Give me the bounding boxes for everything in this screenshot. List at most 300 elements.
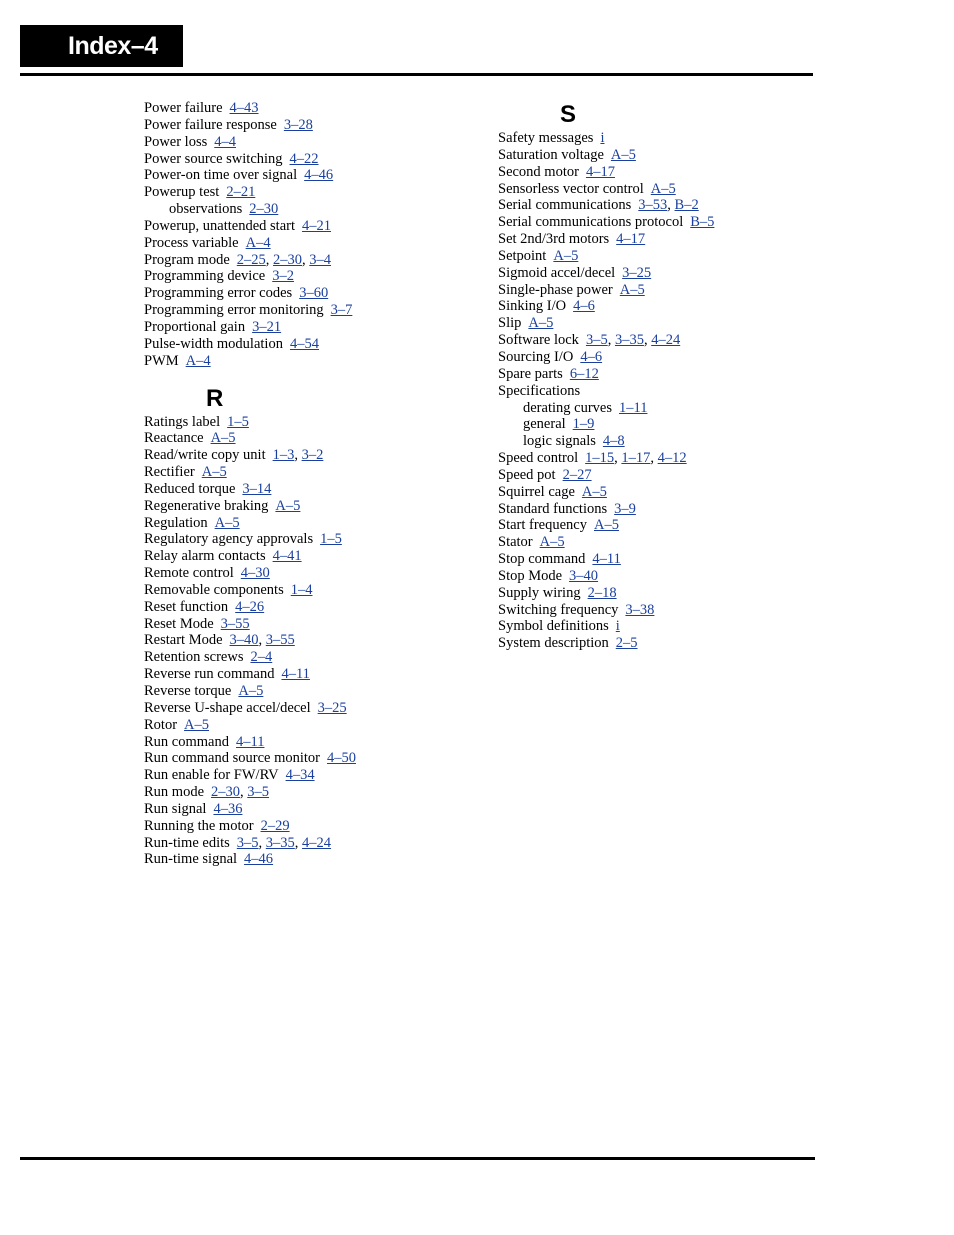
page-references (569, 568, 598, 584)
index-term: Ratings label (144, 413, 221, 430)
index-entry (144, 750, 474, 767)
index-entry (144, 498, 474, 515)
page-reference-link[interactable]: A–5 (201, 464, 227, 481)
index-entry (144, 582, 474, 599)
index-term: Rotor (144, 716, 178, 733)
index-term: Serial communications protocol (498, 214, 684, 231)
page-references (651, 181, 676, 197)
page-reference-link[interactable]: 3–35 (265, 834, 295, 851)
index-entry (144, 430, 474, 447)
page-references (563, 467, 592, 483)
index-term: Programming error codes (144, 285, 293, 302)
page-reference-link[interactable]: B–5 (690, 214, 715, 231)
page-reference-link[interactable]: 4–8 (602, 433, 625, 450)
index-entry (144, 167, 474, 184)
page-references: 3–53, B–2 (638, 197, 699, 214)
index-entry (144, 599, 474, 616)
index-entry (498, 147, 828, 164)
page-reference-link[interactable]: 2–5 (615, 635, 638, 652)
index-term: general (523, 416, 566, 433)
index-column-left (144, 100, 474, 868)
page-references (320, 531, 342, 547)
page-reference-link[interactable]: 1–17 (621, 450, 651, 467)
index-term: Run-time edits (144, 834, 230, 851)
index-term: Reset function (144, 598, 229, 615)
page-reference-link[interactable]: 1–5 (320, 531, 342, 548)
index-entry (144, 683, 474, 700)
page-reference-link[interactable]: 3–55 (220, 615, 250, 632)
index-entry (144, 700, 474, 717)
index-term: Run command source monitor (144, 750, 320, 767)
page-reference-link[interactable]: 3–21 (252, 318, 282, 335)
page-reference-link[interactable]: 3–5 (247, 784, 270, 801)
index-entry (498, 265, 828, 282)
index-term: Stop command (498, 551, 586, 568)
index-term: Removable components (144, 581, 284, 598)
page-references (573, 298, 595, 314)
index-entry (144, 134, 474, 151)
index-entry (144, 717, 474, 734)
page-references (614, 501, 636, 517)
index-entry (144, 481, 474, 498)
page-references (246, 235, 271, 251)
index-term: Program mode (144, 251, 230, 268)
page-reference-link[interactable]: B–2 (674, 197, 699, 214)
index-entry (498, 298, 828, 315)
index-term: Regulatory agency approvals (144, 531, 314, 548)
page-references (249, 201, 278, 217)
index-term: Process variable (144, 234, 239, 251)
index-subentry (498, 433, 828, 450)
page-references (600, 130, 604, 146)
index-entry (144, 784, 474, 801)
index-term: Run-time signal (144, 851, 238, 868)
index-entry (498, 484, 828, 501)
page-references (528, 315, 553, 331)
page-references (211, 430, 236, 446)
page-references (304, 167, 333, 183)
page-references (244, 851, 273, 867)
index-term: Saturation voltage (498, 146, 604, 163)
page-references (611, 147, 636, 163)
page-references (327, 750, 356, 766)
page-reference-link[interactable]: 4–46 (304, 167, 334, 184)
page-reference-link[interactable]: A–5 (650, 180, 676, 197)
page-references (286, 767, 315, 783)
index-entry (144, 184, 474, 201)
index-entry (144, 666, 474, 683)
index-term: Setpoint (498, 247, 547, 264)
index-term: derating curves (523, 399, 612, 416)
index-term: Run signal (144, 800, 207, 817)
page-reference-link[interactable]: 3–55 (265, 632, 295, 649)
index-entry (144, 447, 474, 464)
page-references (318, 700, 347, 716)
index-entry (498, 248, 828, 265)
page-references: 2–30, 3–5 (211, 784, 270, 801)
page-reference-link[interactable]: A–5 (528, 315, 554, 332)
index-term: Running the motor (144, 817, 254, 834)
index-term: Safety messages (498, 130, 594, 146)
index-term: Restart Mode (144, 632, 223, 649)
index-term: logic signals (523, 433, 596, 450)
page-reference-link[interactable]: 4–36 (213, 800, 243, 817)
top-divider (20, 73, 813, 76)
page-references (622, 265, 651, 281)
page-references: 3–40, 3–55 (229, 632, 295, 649)
page-references (603, 433, 625, 449)
index-entry (498, 332, 828, 349)
page-reference-link[interactable]: A–5 (275, 497, 301, 514)
index-entry (144, 100, 474, 117)
page-reference-link[interactable]: i (600, 130, 605, 146)
page-reference-link[interactable]: 4–17 (616, 231, 646, 248)
index-term: Run command (144, 733, 229, 750)
page-reference-link[interactable]: 4–24 (302, 834, 332, 851)
page-references (242, 481, 271, 497)
page-references: 2–25, 2–30, 3–4 (236, 251, 332, 268)
index-term: Reset Mode (144, 615, 214, 632)
index-term: Symbol definitions (498, 618, 609, 635)
page-reference-link[interactable]: 4–22 (289, 150, 319, 167)
page-references (281, 666, 309, 682)
page-references (235, 599, 264, 615)
index-entry (144, 353, 474, 370)
page-reference-link[interactable]: A–5 (593, 517, 619, 534)
page-reference-link[interactable]: 4–43 (229, 100, 259, 116)
page-references (594, 517, 619, 533)
page-reference-link[interactable]: 4–17 (585, 163, 615, 180)
index-term: Reverse torque (144, 683, 232, 699)
page-references: 3–5, 3–35, 4–24 (585, 332, 681, 349)
page-references (214, 134, 236, 150)
index-term: System description (498, 635, 609, 652)
index-entry (498, 197, 828, 214)
page-reference-link[interactable]: A–5 (238, 683, 264, 699)
index-section (144, 100, 474, 370)
index-term: Squirrel cage (498, 483, 575, 500)
page-reference-link[interactable]: 3–25 (622, 264, 652, 281)
page-reference-link[interactable]: 3–35 (614, 332, 644, 349)
index-entry (498, 618, 828, 635)
index-term: Sourcing I/O (498, 348, 574, 365)
page-references (241, 565, 270, 581)
page-references (620, 282, 645, 298)
index-term: Run enable for FW/RV (144, 767, 279, 784)
page-reference-link[interactable]: A–5 (214, 514, 240, 531)
index-entry (144, 548, 474, 565)
page-references (230, 100, 259, 116)
page-references (580, 349, 602, 365)
index-entry (144, 285, 474, 302)
page-reference-link[interactable]: 2–30 (249, 201, 279, 218)
page-references (213, 801, 242, 817)
page-reference-link[interactable]: A–5 (610, 146, 636, 163)
page-references (690, 214, 714, 230)
page-references: 3–5, 3–35, 4–24 (236, 834, 332, 851)
page-reference-link[interactable]: 4–4 (214, 133, 236, 150)
index-entry (498, 181, 828, 198)
page-references (284, 117, 313, 133)
page-reference-link[interactable]: 2–30 (211, 784, 241, 801)
index-term: Specifications (498, 382, 581, 399)
index-entry (144, 818, 474, 835)
index-term: Read/write copy unit (144, 447, 266, 464)
page-reference-link[interactable]: 2–27 (562, 466, 592, 483)
index-term: Power-on time over signal (144, 167, 298, 184)
index-term: Stop Mode (498, 567, 563, 584)
index-entry (144, 319, 474, 336)
page-reference-link[interactable]: 6–12 (569, 365, 599, 382)
page-references (540, 534, 565, 550)
index-term: Speed control (498, 450, 579, 467)
index-entry (498, 231, 828, 248)
page-reference-link[interactable]: 3–53 (638, 197, 668, 214)
page-reference-link[interactable]: 2–18 (587, 584, 617, 601)
index-term: Serial communications (498, 197, 632, 214)
index-subentry (498, 416, 828, 433)
page-references (250, 649, 272, 665)
index-term: Switching frequency (498, 601, 619, 618)
page-reference-link[interactable]: 3–38 (625, 601, 655, 618)
page-reference-link[interactable]: 4–21 (302, 217, 332, 234)
index-term: Regulation (144, 514, 208, 531)
page-references (299, 285, 328, 301)
page-references (570, 366, 599, 382)
index-term: observations (169, 201, 243, 218)
page-reference-link[interactable]: 3–2 (272, 268, 294, 285)
index-entry (144, 734, 474, 751)
index-entry (144, 801, 474, 818)
page-references (588, 585, 617, 601)
index-entry (144, 632, 474, 649)
page-references (275, 498, 300, 514)
index-term: Power source switching (144, 150, 283, 167)
page-header-tab (20, 25, 183, 67)
index-entry (144, 835, 474, 852)
index-term: Regenerative braking (144, 497, 269, 514)
index-entry (144, 252, 474, 269)
page-reference-link[interactable]: 1–4 (290, 581, 313, 598)
page-reference-link[interactable]: A–5 (184, 716, 210, 733)
index-entry (144, 117, 474, 134)
page-references (215, 515, 240, 531)
index-term: Reactance (144, 430, 204, 447)
index-term: Run mode (144, 784, 205, 801)
index-column-right (498, 100, 828, 652)
index-term: Second motor (498, 163, 579, 180)
index-term: Start frequency (498, 517, 587, 534)
page-reference-link[interactable]: 3–25 (317, 699, 347, 716)
index-entry (498, 534, 828, 551)
page-references: 1–15, 1–17, 4–12 (585, 450, 687, 467)
index-term: Spare parts (498, 365, 563, 382)
page-reference-link[interactable]: 4–34 (285, 767, 315, 784)
page-title: Index–4 (68, 32, 158, 60)
index-entry (498, 315, 828, 332)
page-references (625, 602, 654, 618)
page-reference-link[interactable]: 3–60 (299, 285, 329, 302)
index-entry (498, 467, 828, 484)
index-term: Rectifier (144, 464, 195, 481)
index-entry (144, 565, 474, 582)
index-term: Programming error monitoring (144, 302, 324, 319)
page-references (273, 548, 302, 564)
index-entry (144, 336, 474, 353)
index-entry (498, 585, 828, 602)
page-reference-link[interactable]: 4–30 (240, 565, 270, 582)
page-reference-link[interactable]: 4–6 (573, 298, 595, 315)
index-term: Stator (498, 534, 533, 551)
index-entry (498, 602, 828, 619)
index-entry (144, 531, 474, 548)
page-references (331, 302, 353, 318)
index-entry (498, 383, 828, 400)
page-reference-link[interactable]: 2–29 (260, 817, 290, 834)
index-term: Power loss (144, 133, 208, 150)
page-reference-link[interactable]: 3–4 (309, 251, 332, 268)
page-reference-link[interactable]: A–4 (245, 234, 271, 251)
page-reference-link[interactable]: 4–26 (235, 598, 265, 615)
page-reference-link[interactable]: A–5 (539, 534, 565, 551)
page-reference-link[interactable]: 2–21 (226, 184, 256, 201)
page-reference-link[interactable]: 3–40 (569, 567, 599, 584)
page-reference-link[interactable]: 3–5 (236, 834, 259, 851)
index-entry (498, 568, 828, 585)
page-references: 1–3, 3–2 (272, 447, 324, 464)
page-references (290, 151, 319, 167)
index-entry (144, 151, 474, 168)
index-entry (498, 635, 828, 652)
page-reference-link[interactable]: 1–9 (572, 416, 595, 433)
index-term: Proportional gain (144, 318, 246, 335)
section-spacer (144, 370, 474, 384)
page-references (238, 683, 263, 699)
index-entry (498, 517, 828, 534)
index-entry (144, 414, 474, 431)
page-references (616, 231, 645, 247)
page-reference-link[interactable]: 3–40 (229, 632, 259, 649)
index-subentry (144, 201, 474, 218)
page-reference-link[interactable]: A–5 (619, 281, 645, 298)
page-reference-link[interactable]: 4–24 (651, 332, 681, 349)
page-reference-link[interactable]: 3–28 (283, 116, 313, 133)
index-entry (144, 464, 474, 481)
page-references (553, 248, 578, 264)
page-references (272, 268, 294, 284)
page-reference-link[interactable]: 3–2 (301, 447, 324, 464)
index-term: Reverse run command (144, 666, 275, 683)
page-reference-link[interactable]: 4–6 (580, 348, 603, 365)
page-reference-link[interactable]: A–4 (185, 352, 211, 369)
index-entry (144, 616, 474, 633)
page-reference-link[interactable]: 4–11 (281, 666, 310, 683)
index-term: Remote control (144, 565, 234, 582)
index-entry (498, 450, 828, 467)
index-term: Reduced torque (144, 480, 236, 497)
page-references (302, 218, 331, 234)
index-entry (144, 268, 474, 285)
index-term: Sinking I/O (498, 298, 567, 315)
page-reference-link[interactable]: 4–50 (326, 750, 356, 767)
section-letter-heading: R (206, 384, 224, 412)
index-entry (498, 366, 828, 383)
index-term: Sensorless vector control (498, 180, 644, 197)
page-reference-link[interactable]: 4–41 (272, 548, 302, 565)
page-references (586, 164, 615, 180)
page-references (261, 818, 290, 834)
page-reference-link[interactable]: 4–12 (657, 450, 687, 467)
page-reference-link[interactable]: 1–5 (227, 413, 249, 430)
index-term: Reverse U-shape accel/decel (144, 699, 311, 716)
index-entry (498, 501, 828, 518)
page-reference-link[interactable]: 4–46 (244, 851, 274, 868)
page-reference-link[interactable]: 3–9 (614, 500, 636, 517)
page-references (573, 416, 595, 432)
index-term: PWM (144, 352, 179, 369)
index-entry (144, 767, 474, 784)
index-subentry (498, 400, 828, 417)
page-reference-link[interactable]: 2–30 (273, 251, 303, 268)
index-entry (144, 302, 474, 319)
page-reference-link[interactable]: A–5 (553, 247, 579, 264)
page-reference-link[interactable]: 4–11 (592, 551, 621, 568)
page-reference-link[interactable]: A–5 (210, 430, 236, 447)
page-reference-link[interactable]: A–5 (581, 483, 607, 500)
index-section (144, 384, 474, 869)
index-entry (144, 851, 474, 868)
index-term: Standard functions (498, 500, 608, 517)
page-references (616, 618, 620, 634)
page-references (221, 616, 250, 632)
page-reference-link[interactable]: i (615, 618, 620, 635)
index-term: Power failure (144, 100, 223, 116)
page-references (252, 319, 281, 335)
page-reference-link[interactable]: 3–7 (330, 302, 353, 319)
index-term: Power failure response (144, 116, 277, 133)
index-term: Single-phase power (498, 281, 613, 298)
page-references (236, 734, 264, 750)
index-entry (498, 282, 828, 299)
index-entry (498, 214, 828, 231)
page-references (291, 582, 313, 598)
page-references (616, 635, 638, 651)
page-reference-link[interactable]: 1–11 (618, 399, 648, 416)
page-reference-link[interactable]: 2–25 (236, 251, 266, 268)
page-reference-link[interactable]: 4–54 (289, 335, 319, 352)
index-entry (498, 349, 828, 366)
index-entry (144, 235, 474, 252)
page-reference-link[interactable]: 1–15 (585, 450, 615, 467)
page-reference-link[interactable]: 1–3 (272, 447, 295, 464)
index-term: Supply wiring (498, 584, 581, 601)
index-entry (144, 218, 474, 235)
section-letter-heading: S (560, 101, 577, 128)
index-entry (144, 515, 474, 532)
index-entry (498, 130, 828, 147)
page-references (226, 184, 255, 200)
page-references (582, 484, 607, 500)
page-reference-link[interactable]: 4–11 (235, 733, 265, 750)
page-reference-link[interactable]: 2–4 (250, 649, 273, 666)
page-reference-link[interactable]: 3–14 (242, 480, 272, 497)
bottom-divider (20, 1157, 815, 1160)
page-references (290, 336, 319, 352)
page-references (186, 353, 211, 369)
page-references (619, 400, 647, 416)
index-term: Software lock (498, 332, 579, 349)
page-reference-link[interactable]: 3–5 (585, 332, 608, 349)
